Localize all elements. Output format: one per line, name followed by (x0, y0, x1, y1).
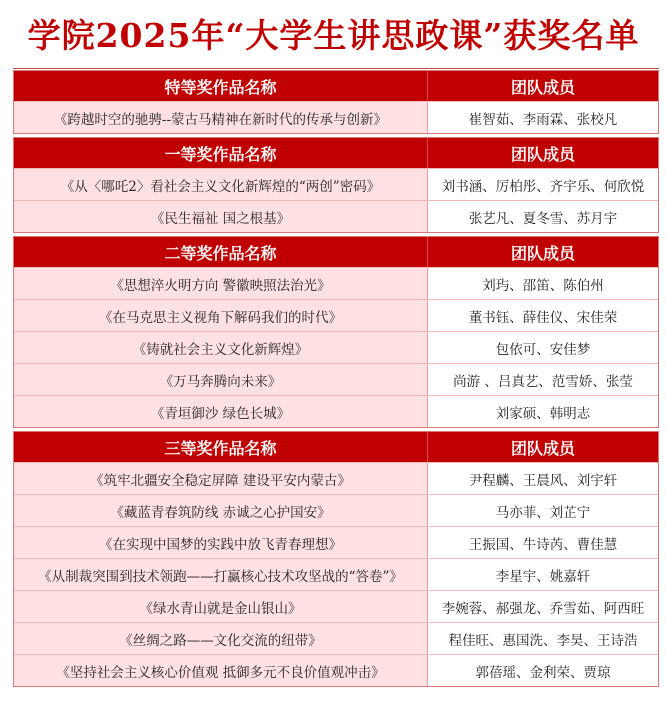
team-members: 郭蓓瑶、金利荣、贾琼 (428, 655, 658, 686)
table-row (14, 168, 658, 200)
section-header (14, 71, 658, 101)
table-row (14, 654, 658, 686)
team-members: 程佳旺、惠国洗、李昊、王诗浩 (428, 623, 658, 654)
work-title: 《坚持社会主义核心价值观 抵御多元不良价值观冲击》 (14, 655, 428, 686)
section-third-prize (13, 431, 659, 687)
team-members: 尚游 、吕真艺、范雪娇、张莹 (428, 364, 658, 395)
section-first-prize (13, 137, 659, 233)
team-members: 尹程麟、王晨风、刘宇轩 (428, 463, 658, 494)
work-column-header: 二等奖作品名称 (14, 237, 428, 267)
section-header (14, 138, 658, 168)
title-divider (13, 68, 659, 69)
work-column-header: 特等奖作品名称 (14, 71, 428, 101)
team-members: 李婉蓉、郝强龙、乔雪茹、阿西旺 (428, 591, 658, 622)
work-title: 《跨越时空的驰骋--蒙古马精神在新时代的传承与创新》 (14, 102, 428, 133)
team-members: 刘家硕、韩明志 (428, 396, 658, 427)
work-column-header: 一等奖作品名称 (14, 138, 428, 168)
table-row (14, 200, 658, 232)
table-row (14, 363, 658, 395)
work-title: 《在马克思主义视角下解码我们的时代》 (14, 300, 428, 331)
team-members: 王振国、牛诗芮、曹佳慧 (428, 527, 658, 558)
table-row (14, 462, 658, 494)
table-row (14, 299, 658, 331)
table-row (14, 331, 658, 363)
work-title: 《从制裁突围到技术领跑——打赢核心技术攻坚战的“答卷”》 (14, 559, 428, 590)
table-row (14, 395, 658, 427)
section-second-prize (13, 236, 659, 428)
work-title: 《在实现中国梦的实践中放飞青春理想》 (14, 527, 428, 558)
members-column-header: 团队成员 (510, 77, 575, 97)
table-row (14, 494, 658, 526)
work-column-header: 三等奖作品名称 (14, 432, 428, 462)
work-title: 《筑牢北疆安全稳定屏障 建设平安内蒙古》 (14, 463, 428, 494)
section-special-award (13, 70, 659, 134)
members-column-header: 团队成员 (510, 144, 575, 164)
work-title: 《铸就社会主义文化新辉煌》 (14, 332, 428, 363)
table-row (14, 267, 658, 299)
team-members: 刘玙、邵笛、陈伯州 (428, 268, 658, 299)
work-title: 《藏蓝青春筑防线 赤诚之心护国安》 (14, 495, 428, 526)
table-row (14, 101, 658, 133)
page-title: 学院2025年“大学生讲思政课”获奖名单 (27, 16, 640, 55)
team-members: 董书钰、薛佳仪、宋佳荣 (428, 300, 658, 331)
team-members: 刘书涵、厉柏彤、齐宇乐、何欣悦 (428, 169, 658, 200)
team-members: 李星宇、姚嘉轩 (428, 559, 658, 590)
team-members: 崔智茹、李雨霖、张校凡 (428, 102, 658, 133)
team-members: 包依可、安佳梦 (428, 332, 658, 363)
work-title: 《绿水青山就是金山银山》 (14, 591, 428, 622)
work-title: 《民生福祉 国之根基》 (14, 201, 428, 232)
table-row (14, 590, 658, 622)
section-header (14, 432, 658, 462)
work-title: 《青垣御沙 绿色长城》 (14, 396, 428, 427)
table-row (14, 558, 658, 590)
members-column-header: 团队成员 (510, 438, 575, 458)
team-members: 马亦菲、刘芷宁 (428, 495, 658, 526)
table-row (14, 526, 658, 558)
table-row (14, 622, 658, 654)
work-title: 《从〈哪吒2〉看社会主义文化新辉煌的“两创”密码》 (14, 169, 428, 200)
members-column-header: 团队成员 (510, 243, 575, 263)
award-table (13, 70, 659, 690)
team-members: 张艺凡、夏冬雪、苏月宇 (428, 201, 658, 232)
work-title: 《万马奔腾向未来》 (14, 364, 428, 395)
work-title: 《丝绸之路——文化交流的纽带》 (14, 623, 428, 654)
section-header (14, 237, 658, 267)
work-title: 《思想淬火明方向 警徽映照法治光》 (14, 268, 428, 299)
